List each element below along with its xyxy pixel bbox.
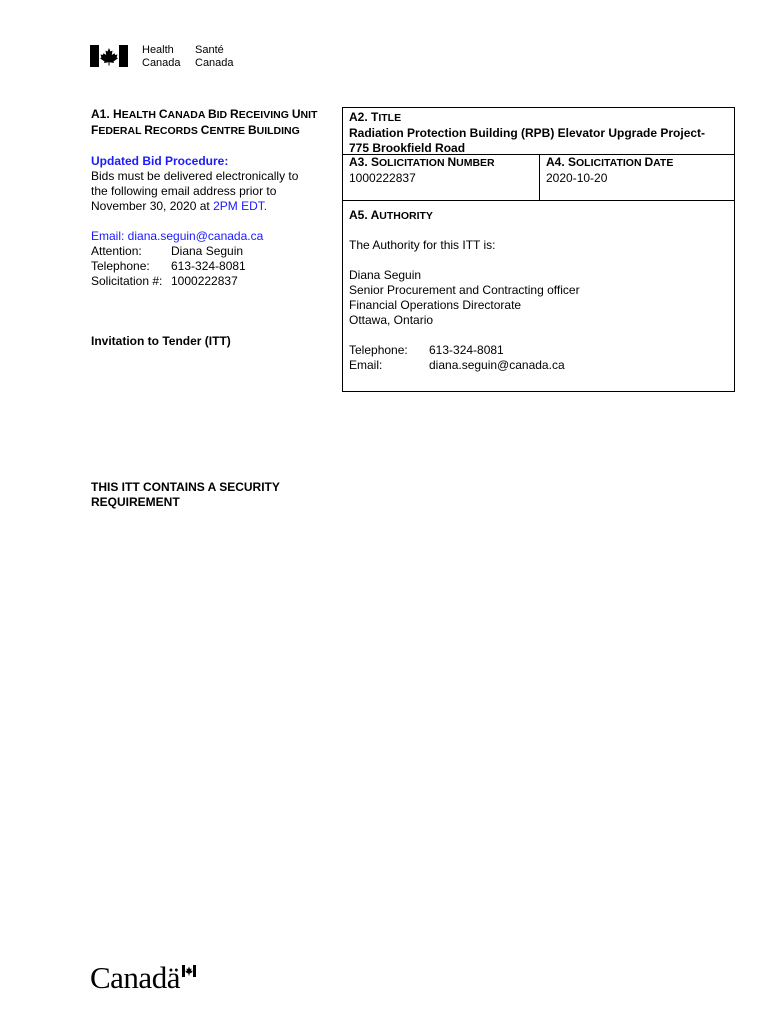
a2-title-cell (343, 108, 734, 155)
itt-label: Invitation to Tender (ITT) (91, 334, 231, 348)
authority-name: Diana Seguin (349, 268, 422, 282)
attention-row: Attention: Diana Seguin (91, 244, 244, 258)
a3-solicitation-number-cell (343, 155, 540, 201)
security-requirement-notice: THIS ITT CONTAINS A SECURITY REQUIREMENT (91, 480, 280, 509)
authority-email-link[interactable]: diana.seguin@canada.ca (429, 358, 565, 372)
canada-flag-icon (90, 45, 128, 67)
project-title-line2: 775 Brookfield Road (349, 141, 466, 155)
authority-role: Senior Procurement and Contracting officer (349, 283, 580, 297)
bid-receiving-column (91, 107, 331, 349)
logo-health-text: Health (142, 44, 174, 56)
solicitation-form-box (342, 107, 735, 392)
logo-canada-text: Canada (142, 56, 181, 69)
logo-sante-text: Santé (195, 44, 224, 56)
canada-wordmark (90, 962, 200, 994)
a5-header: A5. AUTHORITY (349, 208, 433, 222)
bid-email-link[interactable]: Email: diana.seguin@canada.ca (91, 229, 264, 243)
canada-wordmark-text: Canadä (90, 960, 180, 995)
a4-header: A4. SOLICITATION DATE (546, 155, 674, 169)
wordmark-flag-icon (182, 965, 196, 977)
bids-instruction-line1: Bids must be delivered electronically to (91, 169, 299, 183)
authority-phone-row: Telephone: 613-324-8081 (349, 343, 504, 357)
a1-heading-line1: A1. HEALTH CANADA BID RECEIVING UNIT (91, 107, 318, 121)
bids-instruction-line3: November 30, 2020 at 2PM EDT. (91, 199, 268, 213)
updated-bid-procedure-heading: Updated Bid Procedure: (91, 154, 229, 168)
a1-heading-line2: FEDERAL RECORDS CENTRE BUILDING (91, 123, 300, 137)
authority-department: Financial Operations Directorate (349, 298, 522, 312)
solicitation-number-value: 1000222837 (349, 171, 416, 185)
deadline-time: 2PM EDT. (213, 199, 268, 213)
a3-header: A3. SOLICITATION NUMBER (349, 155, 495, 169)
telephone-row: Telephone: 613-324-8081 (91, 259, 246, 273)
solicitation-row: Solicitation #: 1000222837 (91, 274, 238, 288)
authority-email-row: Email: diana.seguin@canada.ca (349, 358, 565, 372)
project-title-line1: Radiation Protection Building (RPB) Elevator Upgrade Project- (349, 126, 706, 140)
a4-solicitation-date-cell (540, 155, 734, 201)
health-canada-logo (90, 45, 240, 71)
a5-authority-cell (343, 201, 734, 373)
solicitation-date-value: 2020-10-20 (546, 171, 608, 185)
bids-instruction-line2: the following email address prior to (91, 184, 277, 198)
a2-title-header: A2. TITLE (349, 110, 402, 124)
logo-canada-fr-text: Canada (195, 56, 234, 69)
authority-intro: The Authority for this ITT is: (349, 238, 496, 252)
authority-city: Ottawa, Ontario (349, 313, 434, 327)
